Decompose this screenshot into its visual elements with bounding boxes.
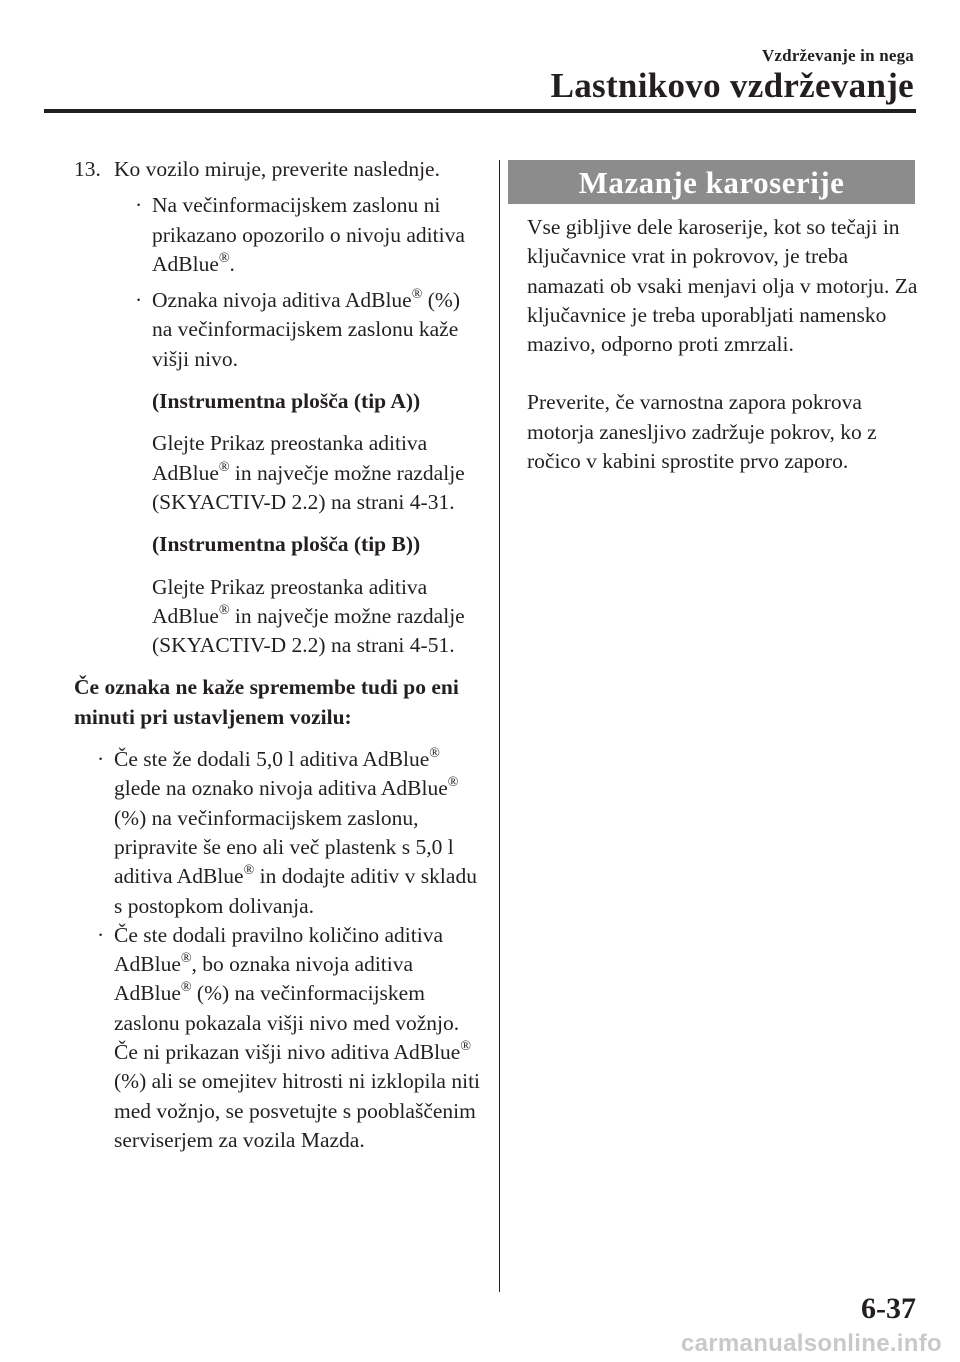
bullet-text: .	[229, 251, 235, 276]
bullet-text: Oznaka nivoja aditiva AdBlue	[152, 288, 412, 313]
list-item	[135, 286, 484, 374]
section-title-bar: Mazanje karoserije	[508, 160, 915, 204]
bullet-text: Če ste dodali pravilno količino aditiva AdBlue	[114, 922, 443, 977]
registered-mark: ®	[460, 1038, 471, 1054]
action-list	[74, 745, 484, 1155]
column-divider	[499, 160, 500, 1292]
registered-mark: ®	[218, 459, 230, 475]
reference-text: Glejte Prikaz preostanka aditiva AdBlue	[152, 574, 428, 628]
step-text: Ko vozilo miruje, preverite naslednje.	[114, 157, 440, 181]
list-item	[97, 921, 484, 1155]
running-header-subtitle: Vzdrževanje in nega	[761, 46, 914, 65]
bullet-text: , bo oznaka nivoja aditiva AdBlue	[114, 952, 414, 1006]
watermark: carmanualsonline.info	[680, 1330, 942, 1357]
header-rule	[44, 109, 916, 113]
registered-mark: ®	[218, 602, 230, 618]
bullet-text: glede na oznako nivoja aditiva AdBlue	[114, 776, 448, 801]
bullet-text: (%) na večinformacijskem zaslonu pokazala višji nivo med vožnjo. Če ni prikazan višji nivo aditiva AdBlue	[114, 981, 461, 1065]
bullet-text: Na večinformacijskem zaslonu ni prikazano opozorilo o nivoju aditiva AdBlue	[152, 193, 465, 276]
reference-text: in največje možne razdalje (SKYACTIV-D 2.2) na strani 4-51.	[152, 603, 465, 658]
reference-type-a	[135, 429, 484, 517]
reference-text: in največje možne razdalje (SKYACTIV-D 2.2) na strani 4-31.	[152, 460, 465, 514]
registered-mark: ®	[411, 287, 423, 303]
bullet-text: (%) na večinformacijskem zaslonu kaže višji nivo.	[152, 288, 460, 371]
step-13	[74, 155, 484, 184]
left-column	[74, 155, 484, 1155]
bullet-text: (%) ali se omejitev hitrosti ni izklopila niti med vožnjo, se posvetujte s pooblaščenim serviserjem za vozila Mazda.	[114, 1069, 481, 1152]
paragraph: Preverite, če varnostna zapora pokrova motorja zanesljivo zadržuje pokrov, ko z ročico v kabini sprostite prvo zaporo.	[527, 390, 877, 474]
heading-type-b: (Instrumentna plošča (tip B))	[152, 532, 421, 557]
list-item	[97, 745, 484, 921]
reference-type-b	[135, 573, 484, 661]
step-number: 13.	[74, 157, 101, 181]
registered-mark: ®	[447, 775, 459, 791]
registered-mark: ®	[243, 863, 255, 879]
list-item	[135, 191, 484, 279]
heading-type-a: (Instrumentna plošča (tip A))	[152, 389, 421, 414]
right-column	[527, 213, 922, 476]
page-number: 6-37	[861, 1292, 916, 1325]
bullet-text: (%) na večinformacijskem zaslonu, pripravite še eno ali več plastenk s 5,0 l aditiva AdBlue	[114, 805, 454, 889]
registered-mark: ®	[180, 950, 192, 966]
registered-mark: ®	[218, 250, 230, 266]
paragraph: Vse gibljive dele karoserije, kot so tečaji in ključavnice vrat in pokrovov, je treba namazati ob vsaki menjavi olja v motorju. Za ključavnice je treba uporabljati namensko mazivo, odporno proti zmrzali.	[527, 215, 918, 357]
bullet-text: in dodajte aditiv v skladu s postopkom dolivanja.	[114, 864, 477, 918]
running-header-title: Lastnikovo vzdrževanje	[550, 66, 914, 105]
registered-mark: ®	[429, 745, 440, 761]
registered-mark: ®	[180, 980, 192, 996]
reference-text: Glejte Prikaz preostanka aditiva AdBlue	[152, 431, 428, 485]
check-list	[74, 191, 484, 660]
bullet-text: Če ste že dodali 5,0 l aditiva AdBlue	[114, 747, 430, 772]
subheading: Če oznaka ne kaže spremembe tudi po eni minuti pri ustavljenem vozilu:	[74, 675, 459, 729]
